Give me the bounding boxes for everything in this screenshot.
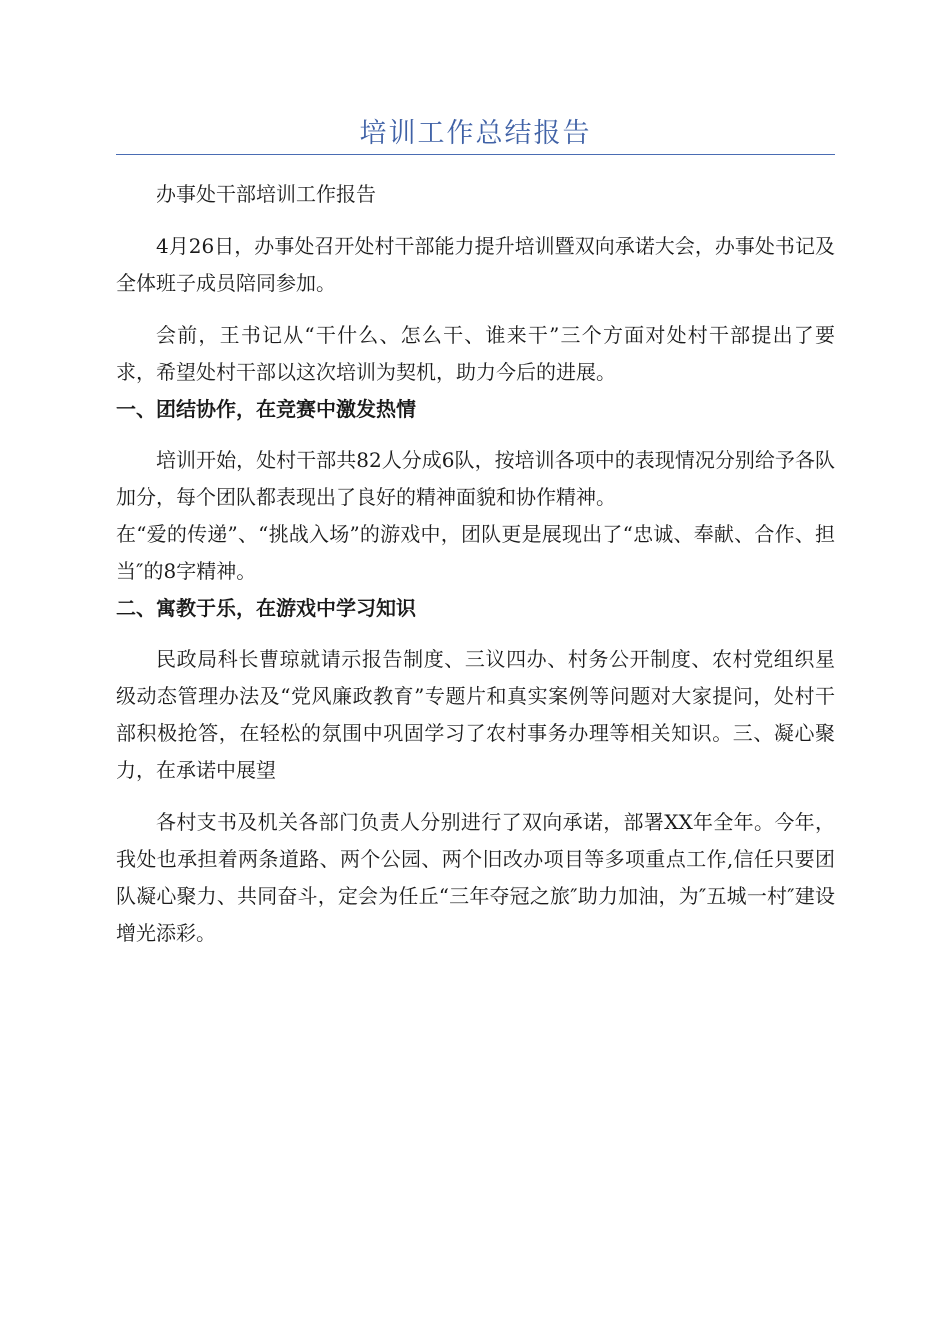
paragraph-games: 在“爱的传递”、“挑战入场”的游戏中，团队更是展现出了“忠诚、奉献、合作、担当″的8字精神。 [116, 522, 835, 583]
section-heading-1: 一、团结协作，在竞赛中激发热情 [116, 397, 416, 421]
document-body [116, 176, 835, 952]
paragraph-knowledge: 民政局科长曹琼就请示报告制度、三议四办、村务公开制度、农村党组织星级动态管理办法及“党风廉政教育”专题片和真实案例等问题对大家提问，处村干部积极抢答，在轻松的氛围中巩固学习了农村事务办理等相关知识。三、凝心聚力，在承诺中展望 [116, 647, 835, 782]
section-heading-2: 二、寓教于乐，在游戏中学习知识 [116, 596, 416, 620]
paragraph-teams: 培训开始，处村干部共82人分成6队，按培训各项中的表现情况分别给予各队加分，每个团队都表现出了良好的精神面貌和协作精神。 [116, 448, 835, 509]
paragraph-commitment: 各村支书及机关各部门负责人分别进行了双向承诺，部署XX年全年。今年，我处也承担着两条道路、两个公园、两个旧改办项目等多项重点工作,信任只要团队凝心聚力、共同奋斗，定会为任丘“三年夺冠之旅″助力加油，为″五城一村″建设增光添彩。 [116, 810, 835, 945]
paragraph-meeting: 4月26日，办事处召开处村干部能力提升培训暨双向承诺大会，办事处书记及全体班子成员陪同参加。 [116, 234, 835, 295]
document-title: 培训工作总结报告 [359, 118, 592, 149]
paragraph-requirements: 会前，王书记从“干什么、怎么干、谁来干”三个方面对处村干部提出了要求，希望处村干部以这次培训为契机，助力今后的进展。 [116, 323, 835, 384]
paragraph-subtitle: 办事处干部培训工作报告 [156, 182, 376, 206]
title-underline [116, 154, 835, 155]
